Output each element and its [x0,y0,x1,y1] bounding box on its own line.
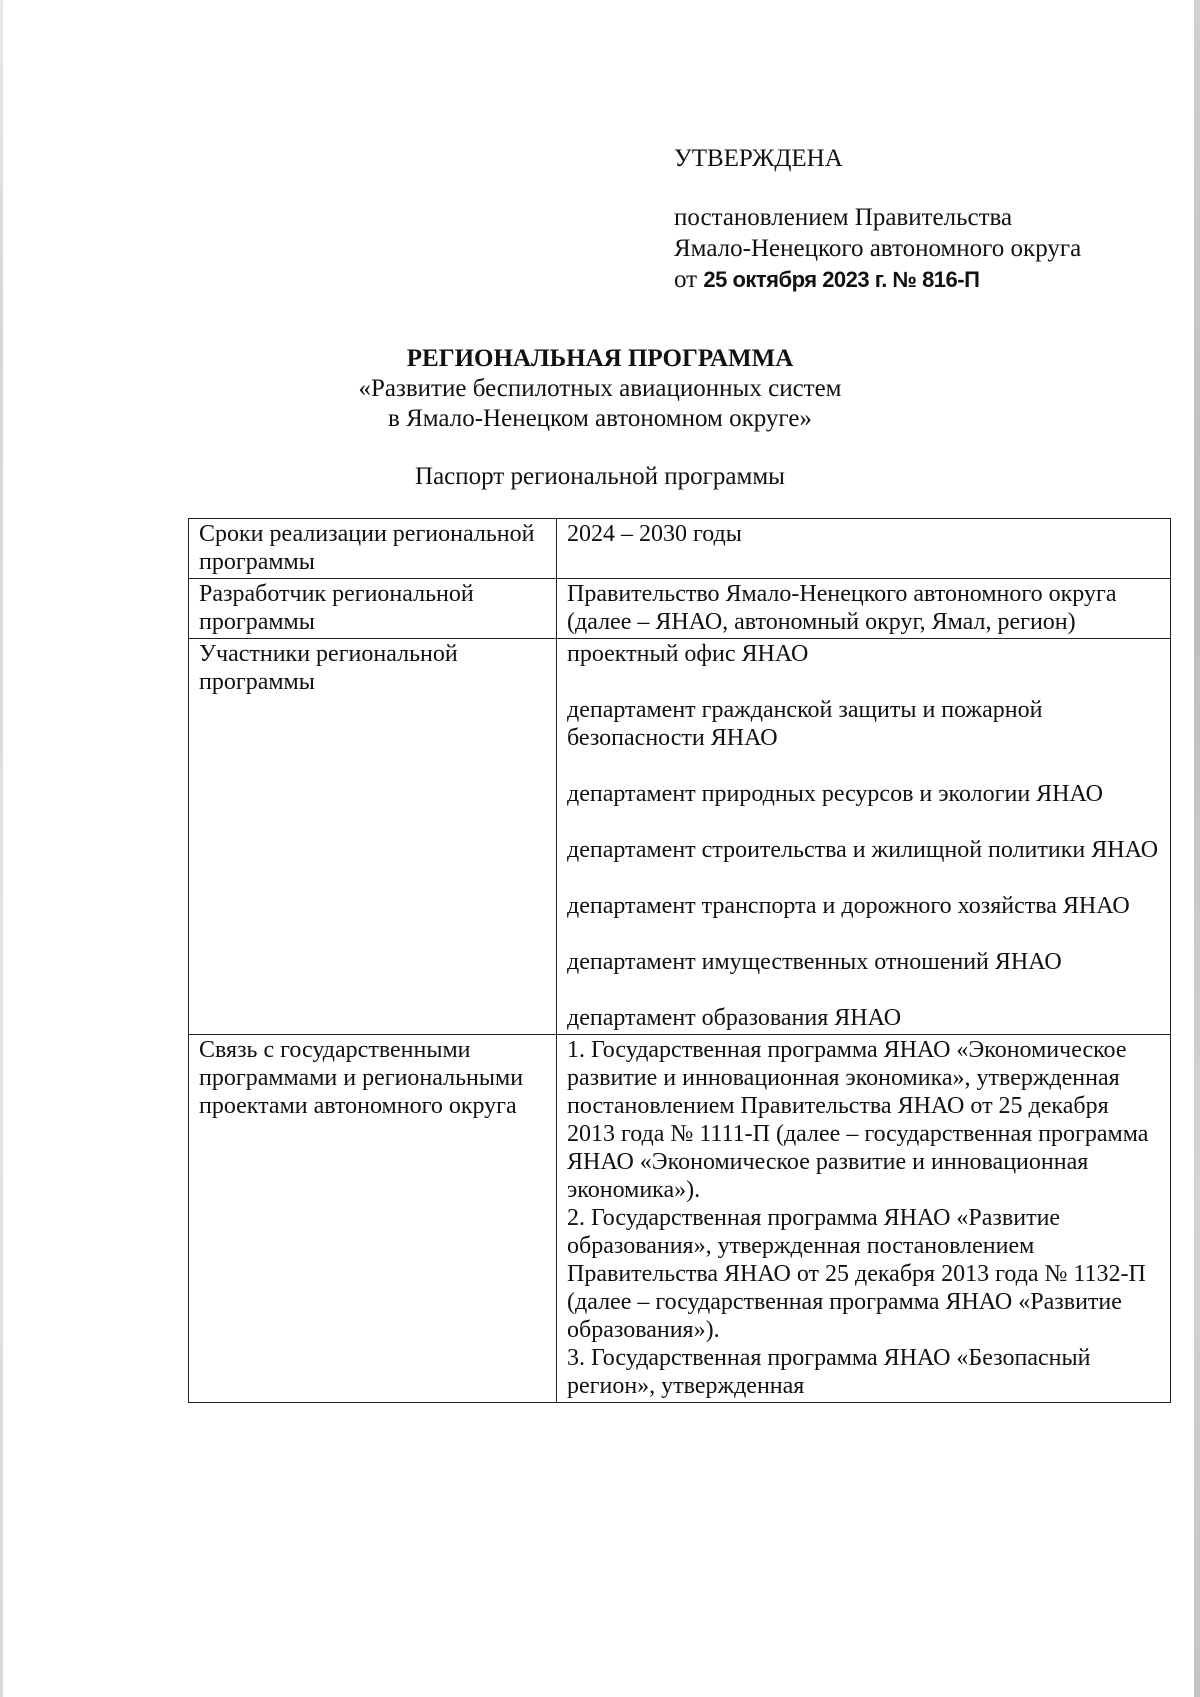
participant-item: департамент образования ЯНАО [567,1005,902,1031]
date-prefix: от [674,266,698,293]
linked-program-item: 2. Государственная программа ЯНАО «Развитие образования», утвержденная постановлением Правительства ЯНАО от 25 декабря 2013 года № 1132-П (далее – государственная программа ЯНАО «Развитие образования»). [567,1205,1146,1343]
approval-block [674,143,1081,295]
row-value-programs-link [557,1035,1171,1403]
scan-edge-left [0,0,3,1697]
linked-program-item: 3. Государственная программа ЯНАО «Безопасный регион», утвержденная [567,1345,1091,1399]
row-label-developer: Разработчик региональной программы [189,579,557,639]
row-label-terms: Сроки реализации региональной программы [189,519,557,579]
decree-date-line [674,264,1081,295]
participant-item: департамент имущественных отношений ЯНАО [567,949,1062,975]
table-row [189,519,1171,579]
participant-item: департамент строительства и жилищной политики ЯНАО [567,837,1159,863]
decree-line-2: Ямало-Ненецкого автономного округа [674,235,1082,262]
date-number-stamp: 25 октября 2023 г. № 816-П [703,267,980,292]
participant-item: департамент транспорта и дорожного хозяйства ЯНАО [567,893,1130,919]
scan-edge-right [1194,0,1200,1697]
row-label-programs-link: Связь с государственными программами и региональными проектами автономного округа [189,1035,557,1403]
row-label-participants: Участники региональной программы [189,639,557,1035]
approval-title: УТВЕРЖДЕНА [674,145,843,172]
passport-title: Паспорт региональной программы [415,463,785,490]
linked-program-item: 1. Государственная программа ЯНАО «Экономическое развитие и инновационная экономика», утвержденная постановлением Правительства ЯНАО от 25 декабря 2013 года № 1111-П (далее – государственная программа ЯНАО «Экономическое развитие и инновационная экономика»). [567,1037,1149,1203]
program-subtitle-line-2: в Ямало-Ненецком автономном округе» [388,405,812,432]
participant-item: департамент гражданской защиты и пожарной безопасности ЯНАО [567,697,1043,751]
participant-item: департамент природных ресурсов и экологии ЯНАО [567,781,1103,807]
row-value-terms: 2024 – 2030 годы [557,519,1171,579]
row-value-developer: Правительство Ямало-Ненецкого автономного округа (далее – ЯНАО, автономный округ, Ямал, регион) [557,579,1171,639]
passport-table [188,518,1171,1403]
table-row [189,579,1171,639]
participant-item: проектный офис ЯНАО [567,641,809,667]
table-row [189,1035,1171,1403]
program-subtitle-line-1: «Развитие беспилотных авиационных систем [358,375,842,402]
table-row [189,639,1171,1035]
decree-line-1: постановлением Правительства [674,204,1013,231]
program-title: РЕГИОНАЛЬНАЯ ПРОГРАММА [406,345,794,372]
row-value-participants [557,639,1171,1035]
